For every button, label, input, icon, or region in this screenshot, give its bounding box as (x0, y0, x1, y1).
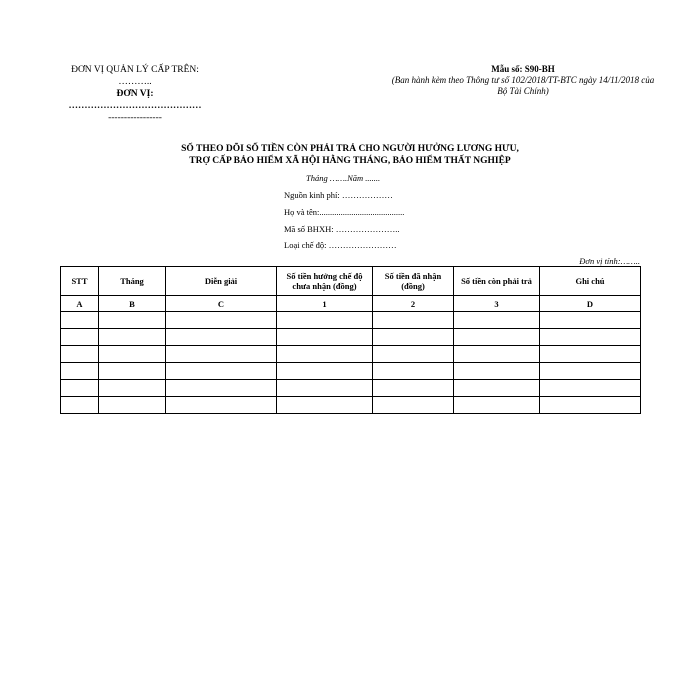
header-received-amount: Số tiền đã nhận (đồng) (373, 267, 454, 296)
table-cell (166, 312, 277, 329)
unit-blank: …………………………………… (68, 101, 202, 111)
header-remaining-amount: Số tiền còn phải trả (454, 267, 540, 296)
superior-org-blank: ……….. (118, 77, 152, 87)
code-cell: 2 (373, 296, 454, 312)
table-cell (61, 363, 99, 380)
table-cell (99, 346, 166, 363)
table-cell (540, 397, 641, 414)
table-row (61, 346, 641, 363)
superior-org-label: ĐƠN VỊ QUẢN LÝ CẤP TRÊN: (71, 65, 199, 75)
code-cell: C (166, 296, 277, 312)
header-right (388, 64, 658, 97)
table-cell (61, 312, 99, 329)
table-cell (454, 329, 540, 346)
table-row (61, 380, 641, 397)
table-cell (277, 329, 373, 346)
table-cell (373, 380, 454, 397)
unit-label: ĐƠN VỊ: (116, 89, 154, 99)
form-code: Mẫu số: S90-BH (491, 64, 555, 74)
full-name-field: Họ và tên:........................................ (284, 207, 405, 217)
code-cell: D (540, 296, 641, 312)
table-cell (540, 363, 641, 380)
ledger-table (60, 266, 641, 414)
table-row (61, 397, 641, 414)
funding-source-field: Nguồn kinh phí: ……………… (284, 190, 393, 200)
code-cell: B (99, 296, 166, 312)
table-row (61, 312, 641, 329)
table-cell (540, 380, 641, 397)
title-line-2: TRỢ CẤP BẢO HIỂM XÃ HỘI HẰNG THÁNG, BẢO HIỂM THẤT NGHIỆP (189, 156, 511, 166)
table-cell (373, 397, 454, 414)
social-insurance-field: Mã số BHXH: ………………….. (284, 224, 400, 234)
unit-note: Đơn vị tính:…….. (579, 256, 640, 266)
table-cell (277, 346, 373, 363)
table-cell (61, 397, 99, 414)
table-code-row (61, 296, 641, 312)
table-row (61, 329, 641, 346)
table-cell (166, 363, 277, 380)
table-cell (277, 363, 373, 380)
table-cell (99, 312, 166, 329)
table-cell (166, 397, 277, 414)
table-cell (61, 329, 99, 346)
title-line-1: SỔ THEO DÕI SỐ TIỀN CÒN PHẢI TRẢ CHO NGƯỜI HƯỞNG LƯƠNG HƯU, (181, 144, 519, 154)
table-cell (454, 346, 540, 363)
regime-type-field: Loại chế độ: …………………… (284, 240, 397, 250)
table-cell (540, 329, 641, 346)
table-cell (373, 329, 454, 346)
table-cell (373, 363, 454, 380)
code-cell: 3 (454, 296, 540, 312)
header-notes: Ghi chú (540, 267, 641, 296)
header-left (40, 64, 230, 124)
table-cell (454, 312, 540, 329)
table-cell (454, 363, 540, 380)
table-header-row (61, 267, 641, 296)
issued-note: (Ban hành kèm theo Thông tư số 102/2018/TT-BTC ngày 14/11/2018 của Bộ Tài Chính) (391, 75, 655, 96)
table-cell (166, 346, 277, 363)
table-cell (166, 329, 277, 346)
header-month: Tháng (99, 267, 166, 296)
header-stt: STT (61, 267, 99, 296)
table-cell (373, 312, 454, 329)
table-row (61, 363, 641, 380)
table-cell (99, 363, 166, 380)
table-cell (277, 312, 373, 329)
table-cell (99, 329, 166, 346)
table-cell (277, 397, 373, 414)
unit-underline: ----------------- (108, 113, 162, 123)
table-cell (61, 346, 99, 363)
table-cell (373, 346, 454, 363)
header-unreceived-amount: Số tiền hưởng chế độ chưa nhận (đồng) (277, 267, 373, 296)
table-cell (454, 397, 540, 414)
table-cell (99, 397, 166, 414)
code-cell: 1 (277, 296, 373, 312)
table-cell (61, 380, 99, 397)
table-cell (540, 312, 641, 329)
table-cell (454, 380, 540, 397)
table-cell (277, 380, 373, 397)
document-title (100, 143, 600, 167)
code-cell: A (61, 296, 99, 312)
month-year-field: Tháng …….Năm ....... (306, 173, 381, 183)
table-cell (166, 380, 277, 397)
table-cell (540, 346, 641, 363)
header-description: Diễn giải (166, 267, 277, 296)
table-cell (99, 380, 166, 397)
